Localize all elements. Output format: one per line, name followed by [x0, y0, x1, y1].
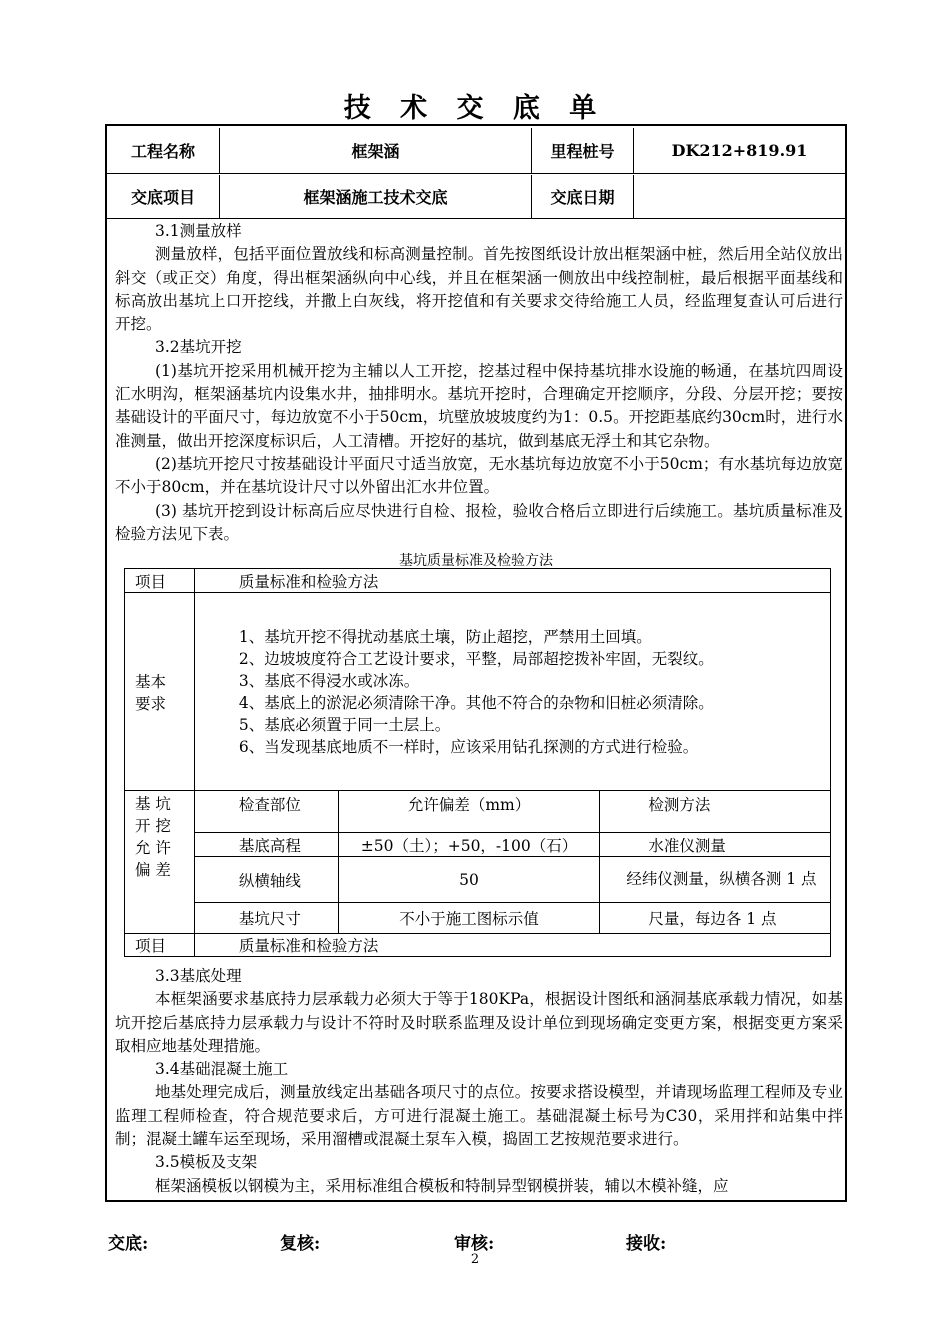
table-cell: 50	[338, 857, 600, 903]
mileage-value: DK212+819.91	[671, 141, 808, 160]
table-cell: 质量标准和检验方法	[194, 569, 830, 593]
page-title: 技 术 交 底 单	[343, 93, 607, 124]
project-name-label: 工程名称	[107, 128, 220, 173]
page-number: 2	[470, 1252, 480, 1267]
table-row	[125, 857, 831, 903]
section-title: 3.1测量放样	[155, 222, 242, 240]
basic-requirements-label: 基本 要求	[125, 593, 195, 791]
paragraph: (1)基坑开挖采用机械开挖为主辅以人工开挖，挖基过程中保持基坑排水设施的畅通，在基坑四周设汇水明沟，框架涵基坑内设集水井，抽排明水。基坑开挖时，合理确定开挖顺序，分段、分层开挖；要按基础设计的平面尺寸，每边放宽不小于50cm，坑壁放坡坡度约为1：0.5。开挖距基底约30cm时，进行水准测量，做出开挖深度标识后，人工清槽。开挖好的基坑，做到基底无浮土和其它杂物。	[115, 361, 843, 450]
review-signature-label: 复核:	[280, 1234, 321, 1254]
quality-table	[124, 568, 831, 957]
section-title: 3.3基底处理	[155, 967, 242, 985]
table-cell: 项目	[125, 934, 195, 957]
mileage-label: 里程桩号	[532, 128, 634, 173]
list-item: 3、基底不得浸水或冰冻。	[238, 671, 420, 690]
table-cell: 检测方法	[600, 791, 831, 833]
section-3-1-3-2	[115, 220, 843, 546]
table-cell: 水准仪测量	[600, 833, 831, 857]
date-label: 交底日期	[532, 175, 634, 218]
list-item: 5、基底必须置于同一土层上。	[238, 715, 451, 734]
list-item: 2、边坡坡度符合工艺设计要求，平整，局部超挖拨补牢固，无裂纹。	[238, 649, 714, 668]
table-row	[125, 833, 831, 857]
table-cell: 纵横轴线	[194, 857, 338, 903]
tolerance-header-row	[125, 791, 831, 833]
table-cell: 基底高程	[194, 833, 338, 857]
tolerance-label: 基 坑 开 挖 允 许 偏 差	[125, 791, 195, 934]
section-title: 3.2基坑开挖	[155, 338, 242, 357]
basic-requirements-list	[194, 593, 830, 791]
item-label: 交底项目	[107, 175, 220, 218]
paragraph: 框架涵模板以钢模为主，采用标准组合模板和特制异型钢模拼装，辅以木模补缝，应	[155, 1176, 729, 1195]
table-row	[125, 903, 831, 934]
header-row-1	[107, 128, 845, 174]
audit-signature-label: 审核:	[454, 1234, 495, 1254]
project-name-value: 框架涵	[220, 128, 532, 173]
paragraph: 测量放样，包括平面位置放线和标高测量控制。首先按图纸设计放出框架涵中桩，然后用全站仪放出斜交（或正交）角度，得出框架涵纵向中心线，并且在框架涵一侧放出中线控制桩，最后根据平面基线和标高放出基坑上口开挖线，并撒上白灰线，将开挖值和有关要求交待给施工人员，经监理复查认可后进行开挖。	[115, 245, 843, 334]
table-cell: 经纬仪测量，纵横各测 1 点	[600, 857, 831, 903]
form-frame	[105, 124, 847, 1202]
header-row-2	[107, 175, 845, 219]
paragraph: 地基处理完成后，测量放线定出基础各项尺寸的点位。按要求搭设模型，并请现场监理工程师及专业监理工程师检查，符合规范要求后，方可进行混凝土施工。基础混凝土标号为C30，采用拌和站集中拌制；混凝土罐车运至现场，采用溜槽或混凝土泵车入模，捣固工艺按规范要求进行。	[115, 1083, 843, 1149]
date-value	[634, 175, 845, 218]
table-cell: 尺量，每边各 1 点	[600, 903, 831, 934]
list-item: 1、基坑开挖不得扰动基底土壤，防止超挖，严禁用土回填。	[238, 627, 652, 646]
section-title: 3.5模板及支架	[155, 1153, 258, 1172]
paragraph: (2)基坑开挖尺寸按基础设计平面尺寸适当放宽，无水基坑每边放宽不小于50cm；有水基坑每边放宽不小于80cm，并在基坑设计尺寸以外留出汇水井位置。	[115, 454, 843, 497]
table-cell: 不小于施工图标示值	[338, 903, 600, 934]
list-item: 4、基底上的淤泥必须清除干净。其他不符合的杂物和旧桩必须清除。	[238, 693, 714, 712]
table-caption: 基坑质量标准及检验方法	[399, 553, 553, 569]
signature-footer	[0, 1229, 950, 1253]
table-cell: ±50（土）；+50，-100（石）	[338, 833, 600, 857]
table-cell: 允许偏差（mm）	[338, 791, 600, 833]
section-title: 3.4基础混凝土施工	[155, 1060, 289, 1079]
item-value: 框架涵施工技术交底	[220, 175, 532, 218]
handover-signature-label: 交底:	[108, 1234, 149, 1254]
table-cell: 基坑尺寸	[194, 903, 338, 934]
receive-signature-label: 接收:	[626, 1234, 667, 1254]
table-cell: 项目	[125, 569, 195, 593]
paragraph: 本框架涵要求基底持力层承载力必须大于等于180KPa，根据设计图纸和涵洞基底承载力情况，如基坑开挖后基底持力层承载力与设计不符时及时联系监理及设计单位到现场确定变更方案，根据变更方案采取相应地基处理措施。	[115, 990, 843, 1055]
table-header-row	[125, 569, 831, 593]
table-cell: 检查部位	[194, 791, 338, 833]
paragraph: (3) 基坑开挖到设计标高后应尽快进行自检、报检，验收合格后立即进行后续施工。基坑质量标准及检验方法见下表。	[115, 501, 843, 543]
list-item: 6、当发现基底地质不一样时，应该采用钻孔探测的方式进行检验。	[238, 737, 699, 756]
table-cell: 质量标准和检验方法	[194, 934, 830, 957]
basic-requirements-row	[125, 593, 831, 791]
table-footer-row	[125, 934, 831, 957]
section-3-3-3-5	[115, 965, 843, 1198]
